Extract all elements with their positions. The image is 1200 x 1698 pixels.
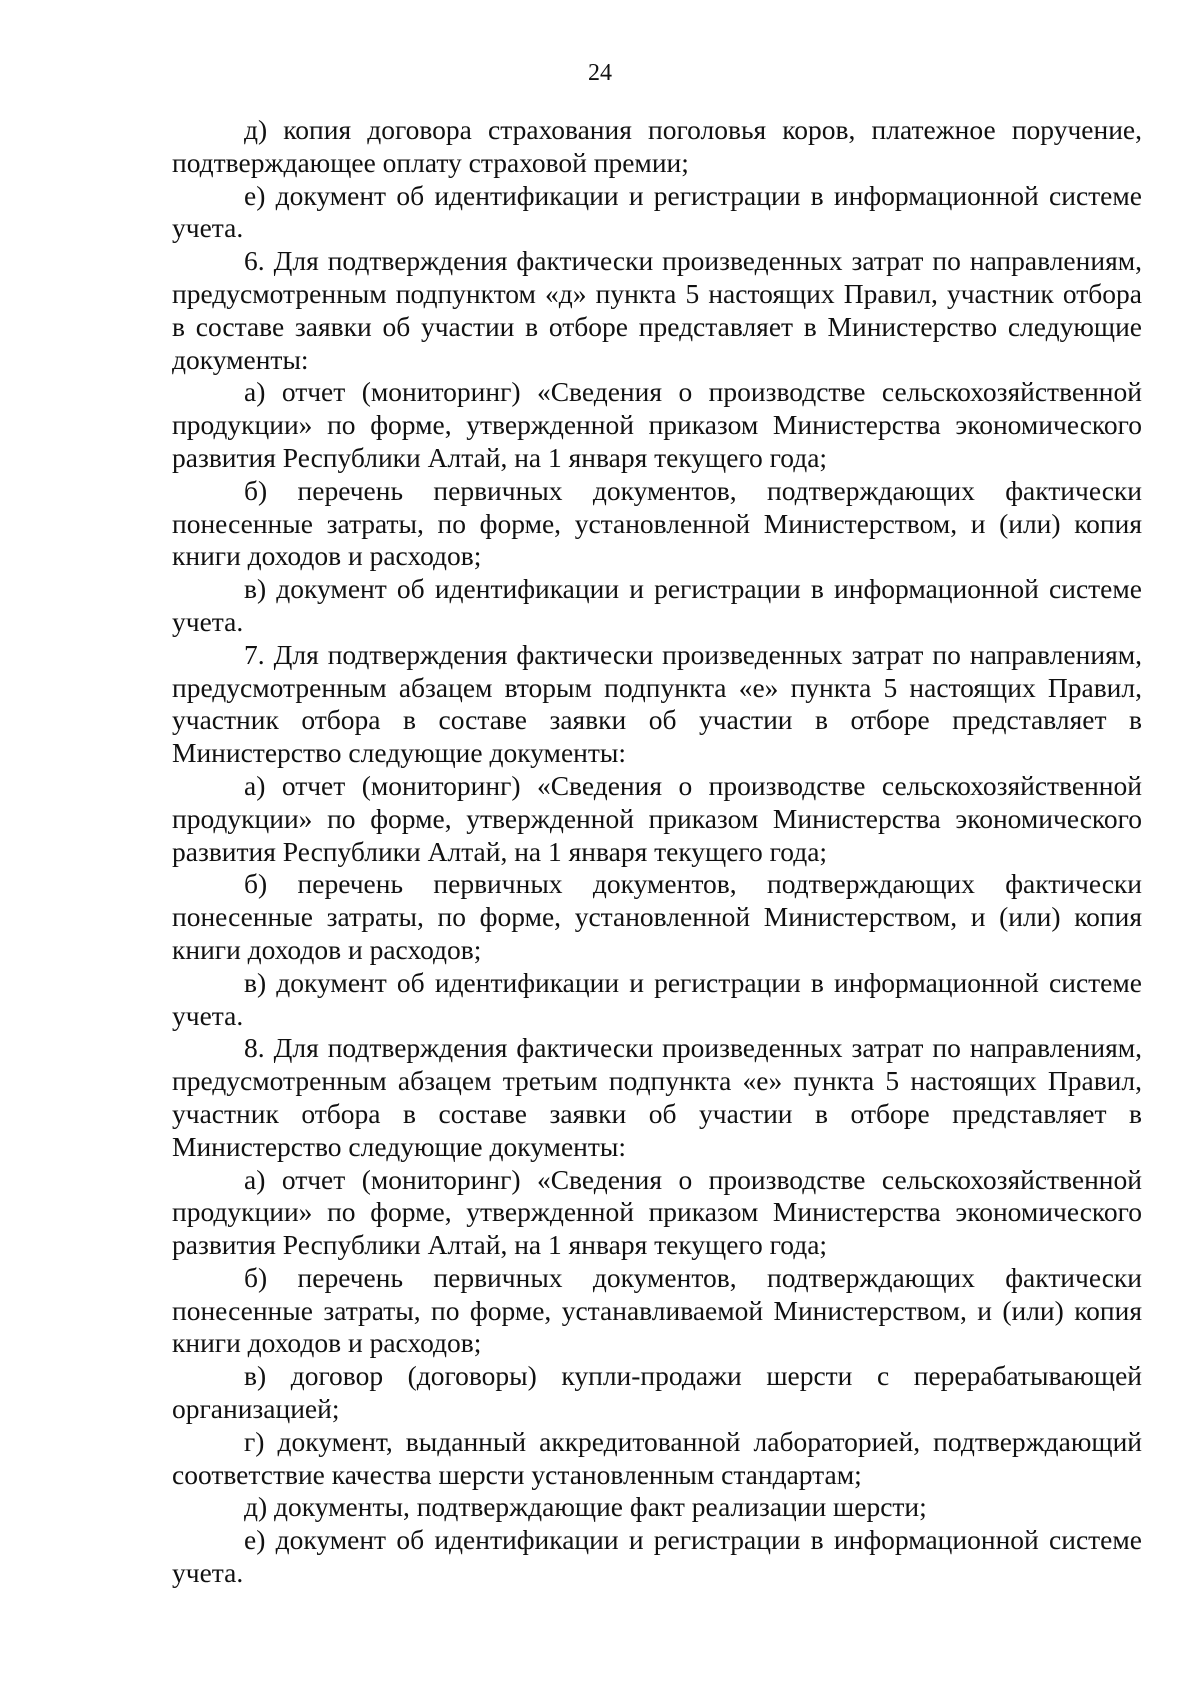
paragraph-8c-wool-contract: в) договор (договоры) купли-продажи шерсти с перерабатывающей организацией; xyxy=(172,1360,1142,1425)
paragraph-insurance-copy: д) копия договора страхования поголовья коров, платежное поручение, подтверждающее оплату страховой премии; xyxy=(172,114,1142,178)
paragraph-7a-report: а) отчет (мониторинг) «Сведения о производстве сельскохозяйственной продукции» по форме, утвержденной приказом Министерства экономического развития Республики Алтай, на 1 января текущего года; xyxy=(172,769,1142,867)
paragraph-item-7: 7. Для подтверждения фактически произведенных затрат по направлениям, предусмотренным абзацем вторым подпункта «е» пункта 5 настоящих Правил, участник отбора в составе заявки об участии в отборе представляет в Министерство следующие документы: xyxy=(172,638,1142,769)
paragraph-8f-identification: е) документ об идентификации и регистрации в информационной системе учета. xyxy=(172,1524,1142,1589)
paragraph-8b-list: б) перечень первичных документов, подтверждающих фактически понесенные затраты, по форме, устанавливаемой Министерством, и (или) копия книги доходов и расходов; xyxy=(172,1261,1142,1359)
paragraph-6a-report: а) отчет (мониторинг) «Сведения о производстве сельскохозяйственной продукции» по форме, утвержденной приказом Министерства экономического развития Республики Алтай, на 1 января текущего года; xyxy=(172,376,1142,473)
paragraph-item-6: 6. Для подтверждения фактически произведенных затрат по направлениям, предусмотренным подпунктом «д» пункта 5 настоящих Правил, участник отбора в составе заявки об участии в отборе представляет в Министерство следующие документы: xyxy=(172,245,1142,375)
paragraph-identification-doc: е) документ об идентификации и регистрации в информационной системе учета. xyxy=(172,179,1142,244)
paragraph-8a-report: а) отчет (мониторинг) «Сведения о производстве сельскохозяйственной продукции» по форме, утвержденной приказом Министерства экономического развития Республики Алтай, на 1 января текущего года; xyxy=(172,1163,1142,1261)
paragraph-8e-sale-proof: д) документы, подтверждающие факт реализации шерсти; xyxy=(244,1491,927,1523)
paragraph-6c-identification: в) документ об идентификации и регистрации в информационной системе учета. xyxy=(172,573,1142,637)
paragraph-6b-list: б) перечень первичных документов, подтверждающих фактически понесенные затраты, по форме, установленной Министерством, и (или) копия книги доходов и расходов; xyxy=(172,474,1142,572)
page-number: 24 xyxy=(588,60,612,86)
paragraph-8d-lab-document: г) документ, выданный аккредитованной лабораторией, подтверждающий соответствие качества шерсти установленным стандартам; xyxy=(172,1425,1142,1490)
document-body xyxy=(172,114,1142,1590)
paragraph-7b-list: б) перечень первичных документов, подтверждающих фактически понесенные затраты, по форме, установленной Министерством, и (или) копия книги доходов и расходов; xyxy=(172,868,1142,965)
paragraph-item-8: 8. Для подтверждения фактически произведенных затрат по направлениям, предусмотренным абзацем третьим подпункта «е» пункта 5 настоящих Правил, участник отбора в составе заявки об участии в отборе представляет в Министерство следующие документы: xyxy=(172,1032,1142,1162)
paragraph-7c-identification: в) документ об идентификации и регистрации в информационной системе учета. xyxy=(172,966,1142,1031)
